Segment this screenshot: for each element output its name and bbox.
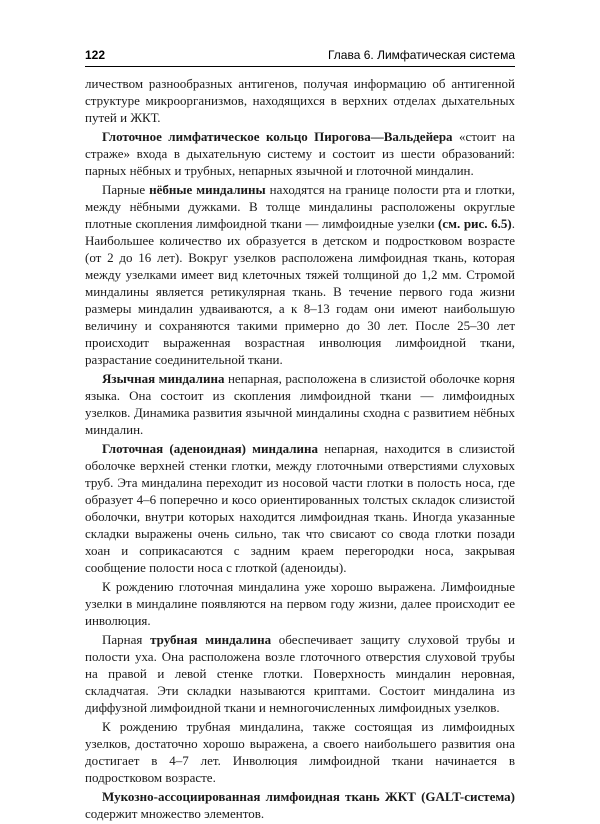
text-run: непарная, расположена в слизистой оболочке корня языка. Она состоит из скопления лимфоидной ткани — лимфоидных узелков. Динамика развития язычной миндалины сходна с развитием нёбных миндалин. xyxy=(85,371,515,437)
text-run: К рождению глоточная миндалина уже хорошо выражена. Лимфоидные узелки в миндалине появляются на первом году жизни, далее происходит ее инволюция. xyxy=(85,579,515,628)
term-palatine-tonsils: нёбные миндалины xyxy=(149,182,266,197)
text-run: обеспечивает защиту слуховой трубы и полости уха. Она расположена возле глоточного отверстия слуховой трубы на правой и левой стенке глотки. Поверхность миндалин неровная, складчатая. Эти складки называются криптами. Состоит миндалина из диффузной лимфоидной ткани и немногочисленных лимфоидных узелков. xyxy=(85,632,515,715)
text-run: «стоит на страже» входа в дыхательную систему и состоит из шести образований: парных нёбных и трубных, непарных язычной и глоточной миндалин. xyxy=(85,129,515,178)
text-run: непарная, находится в слизистой оболочке верхней стенки глотки, между глоточными отверстиями слуховых труб. Эта миндалина переходит из носовой части глотки в полость носа, где образует 4–6 поперечно и косо ориентированных толстых складок слизистой оболочки, внутри которых находится лимфоидная ткань. Иногда указанные складки выражены очень сильно, так что свисают со свода глотки позади хоан и соприкасаются с задним краем перегородки носа, закрывая сообщение полости носа с глоткой (аденоиды). xyxy=(85,441,515,575)
figure-reference: (см. рис. 6.5) xyxy=(438,216,512,231)
header-rule xyxy=(85,66,515,67)
text-run: личеством разнообразных антигенов, получая информацию об антигенной структуре микроорганизмов, находящихся в верхних отделах дыхательных путей и ЖКТ. xyxy=(85,76,515,125)
paragraph xyxy=(85,718,515,786)
term-lingual-tonsil: Язычная миндалина xyxy=(102,371,225,386)
running-header xyxy=(85,46,515,66)
body-text xyxy=(85,75,515,824)
paragraph xyxy=(85,578,515,629)
paragraph xyxy=(85,788,515,822)
term-tubal-tonsil: трубная миндалина xyxy=(150,632,272,647)
text-run: . Наибольшее количество их образуется в детском и подростковом возрасте (от 2 до 16 лет). Вокруг узелков расположена лимфоидная ткань, которая между узелками имеет вид клеточных тяжей толщиной до 1,2 мм. Стромой миндалины является ретикулярная ткань. В течение первого года жизни размеры миндалин удваиваются, а к 8–13 годам они имеют наибольшую величину и сохраняются такими примерно до 30 лет. После 25–30 лет происходит выраженная возрастная инволюция лимфоидной ткани, разрастание соединительной ткани. xyxy=(85,216,515,367)
text-run: Парные xyxy=(102,182,150,197)
term-pirogov-ring: Глоточное лимфатическое кольцо Пирогова—Вальдейера xyxy=(102,129,453,144)
chapter-title: Глава 6. Лимфатическая система xyxy=(327,48,515,62)
text-run: К рождению трубная миндалина, также состоящая из лимфоидных узелков, достаточно хорошо выражена, а своего наибольшего развития она достигает в 4–7 лет. Инволюция лимфоидной ткани начинается в подростковом возрасте. xyxy=(85,719,515,785)
paragraph xyxy=(85,75,515,126)
term-pharyngeal-tonsil: Глоточная (аденоидная) миндалина xyxy=(102,441,318,456)
text-run: содержит множество элементов. xyxy=(85,806,265,821)
paragraph xyxy=(85,631,515,716)
paragraph xyxy=(85,181,515,368)
text-run: находятся на границе полости рта и глотки, между нёбными дужками. В толще миндалины расположены округлые плотные скопления лимфоидной ткани — лимфоидные узелки xyxy=(85,182,516,231)
term-galt-system: Мукозно-ассоциированная лимфоидная ткань ЖКТ (GALT-система) xyxy=(102,789,515,804)
page-number: 122 xyxy=(85,48,106,62)
paragraph xyxy=(85,128,515,179)
paragraph xyxy=(85,440,515,576)
text-run: Парная xyxy=(102,632,151,647)
paragraph xyxy=(85,370,515,438)
